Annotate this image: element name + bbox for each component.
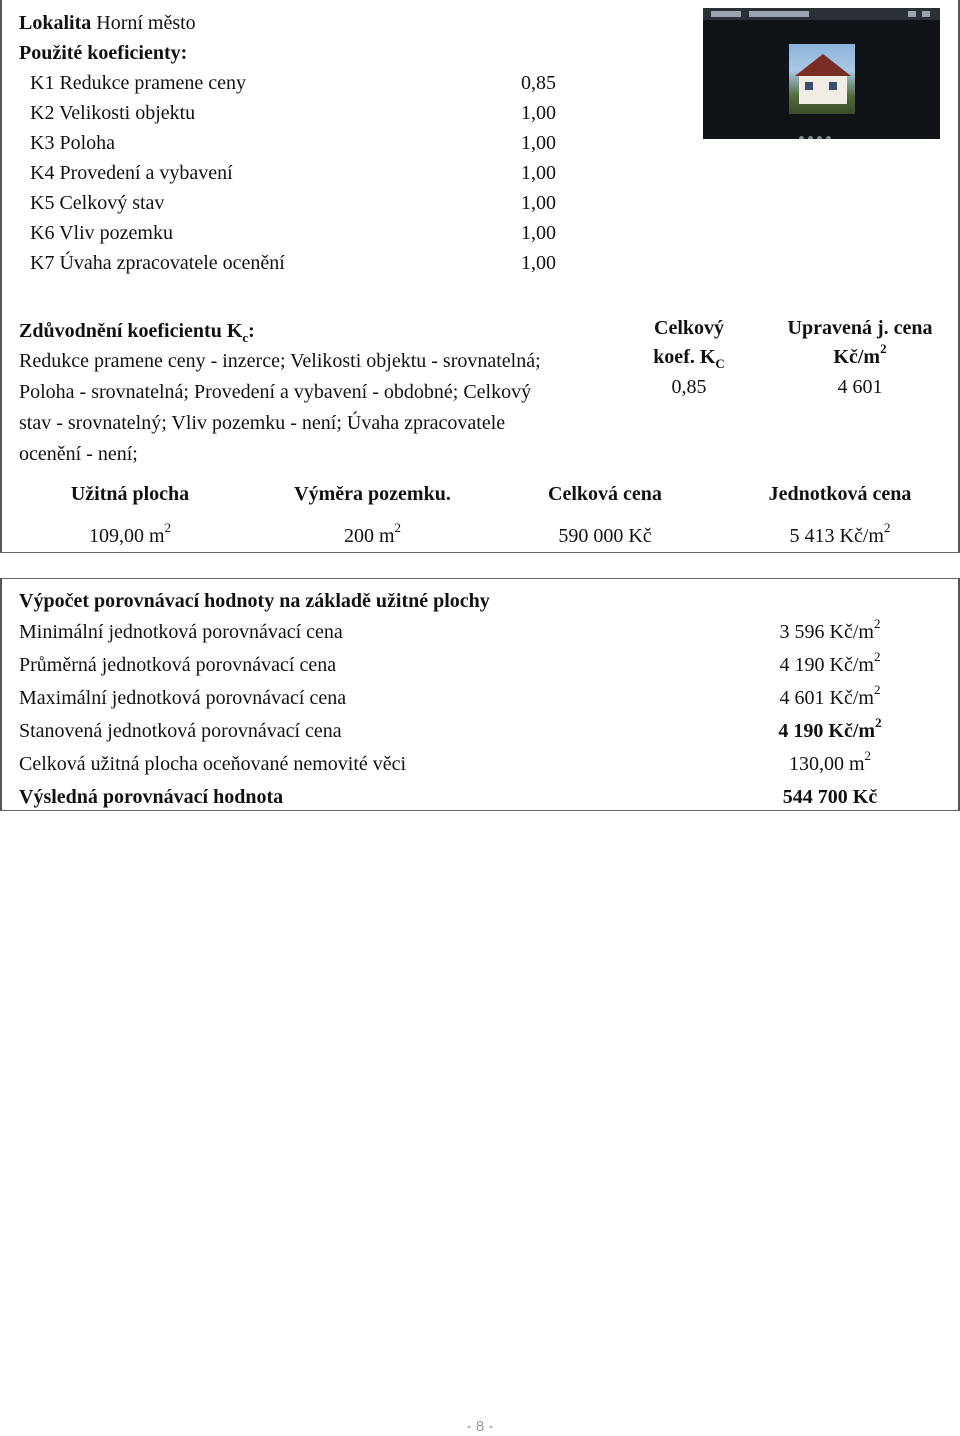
locality-value: Horní město — [96, 12, 196, 34]
justification-line: stav - srovnatelný; Vliv pozemku - není; Úvaha zpracovatele — [19, 412, 506, 434]
justification-line: Poloha - srovnatelná; Provedení a vybavení - obdobné; Celkový — [19, 381, 532, 403]
coefficient-label: K3 Poloha — [30, 132, 115, 154]
property-photo — [703, 8, 940, 139]
summary-value-unit-price — [740, 520, 940, 548]
total-coefficient-header-line2 — [630, 346, 748, 369]
calculation-row-label: Výsledná porovnávací hodnota — [19, 786, 284, 808]
photo-viewer-controls — [799, 124, 845, 130]
justification-line: ocenění - není; — [19, 443, 138, 465]
adjusted-price-header-line1: Upravená j. cena — [787, 317, 933, 339]
calculation-row-value — [740, 715, 920, 743]
summary-value-total-price — [510, 525, 700, 548]
summary-value-superscript: 2 — [883, 520, 891, 536]
calculation-value-text: 544 700 Kč — [782, 786, 878, 808]
locality-line — [19, 12, 196, 35]
adjusted-price-header-line2 — [770, 341, 950, 369]
summary-value-text: 5 413 Kč/m — [789, 525, 884, 547]
justification-line: Redukce pramene ceny - inzerce; Velikosti objektu - srovnatelná; — [19, 350, 541, 372]
coefficient-label: K1 Redukce pramene ceny — [30, 72, 247, 94]
summary-value-text: 109,00 m — [88, 525, 165, 547]
adjusted-price-unit-superscript: 2 — [880, 341, 887, 357]
photo-viewer-toolbar — [703, 8, 940, 20]
calculation-value-text: 3 596 Kč/m — [779, 621, 874, 643]
justification-title-colon: : — [248, 320, 255, 342]
coefficient-value: 1,00 — [521, 192, 556, 214]
coefficient-value: 1,00 — [521, 162, 556, 184]
house-window-shape — [829, 82, 837, 90]
house-roof-shape — [795, 54, 851, 76]
coefficient-label: K7 Úvaha zpracovatele ocenění — [30, 252, 285, 274]
summary-value-text: 200 m — [343, 525, 395, 547]
justification-title-text: Zdůvodnění koeficientu K — [19, 320, 243, 342]
calculation-value-text: 4 601 Kč/m — [779, 687, 874, 709]
justification-title-subscript: c — [242, 330, 249, 345]
calculation-value-superscript: 2 — [873, 649, 881, 665]
calculation-row-label: Průměrná jednotková porovnávací cena — [19, 654, 337, 676]
calculation-row-value — [740, 649, 920, 677]
calculation-block-bottom-line — [0, 810, 960, 811]
coefficients-title: Použité koeficienty: — [19, 42, 188, 64]
calculation-row-value — [740, 786, 920, 809]
calculation-value-text: 130,00 m — [788, 753, 865, 775]
total-coefficient-header-text: koef. K — [653, 346, 716, 368]
summary-value-land-area — [270, 520, 475, 548]
calculation-row-label: Maximální jednotková porovnávací cena — [19, 687, 347, 709]
locality-label: Lokalita — [19, 12, 92, 34]
summary-header-total-price: Celková cena — [548, 483, 662, 505]
calculation-value-superscript: 2 — [873, 616, 881, 632]
summary-value-superscript: 2 — [394, 520, 402, 536]
house-wall-shape — [799, 76, 847, 104]
summary-header-unit-price: Jednotková cena — [768, 483, 912, 505]
calculation-row-value — [740, 682, 920, 710]
calculation-value-text: 4 190 Kč/m — [779, 654, 874, 676]
adjusted-price-unit: Kč/m — [833, 346, 881, 368]
summary-value-usable-area — [40, 520, 220, 548]
coefficient-value: 0,85 — [521, 72, 556, 94]
summary-header-usable-area: Užitná plocha — [70, 483, 190, 505]
coefficient-label: K5 Celkový stav — [30, 192, 165, 214]
calculation-value-superscript: 2 — [864, 748, 872, 764]
coefficient-label: K2 Velikosti objektu — [30, 102, 196, 124]
calculation-row-label: Minimální jednotková porovnávací cena — [19, 621, 343, 643]
calculation-row-label: Stanovená jednotková porovnávací cena — [19, 720, 342, 742]
coefficient-value: 1,00 — [521, 252, 556, 274]
summary-value-text: 590 000 Kč — [558, 525, 652, 547]
comparison-block-bottom-line — [0, 552, 960, 553]
calculation-value-superscript: 2 — [875, 715, 882, 731]
summary-header-land-area: Výměra pozemku. — [294, 483, 451, 505]
summary-value-superscript: 2 — [164, 520, 172, 536]
calculation-row-value — [740, 748, 920, 776]
calculation-value-superscript: 2 — [873, 682, 881, 698]
total-coefficient-header-line1: Celkový — [654, 317, 724, 339]
coefficient-value: 1,00 — [521, 102, 556, 124]
coefficient-value: 1,00 — [521, 132, 556, 154]
coefficient-label: K4 Provedení a vybavení — [30, 162, 233, 184]
house-window-shape — [805, 82, 813, 90]
adjusted-price-value: 4 601 — [837, 376, 883, 398]
coefficient-value: 1,00 — [521, 222, 556, 244]
calculation-value-text: 4 190 Kč/m — [778, 720, 876, 742]
calculation-title: Výpočet porovnávací hodnoty na základě užitné plochy — [19, 590, 490, 612]
total-coefficient-value: 0,85 — [671, 376, 707, 398]
coefficient-label: K6 Vliv pozemku — [30, 222, 173, 244]
calculation-row-label: Celková užitná plocha oceňované nemovité věci — [19, 753, 407, 775]
justification-title — [19, 320, 255, 343]
page-number: - 8 - — [466, 1418, 494, 1435]
total-coefficient-header-subscript: C — [715, 356, 725, 371]
calculation-row-value — [740, 616, 920, 644]
